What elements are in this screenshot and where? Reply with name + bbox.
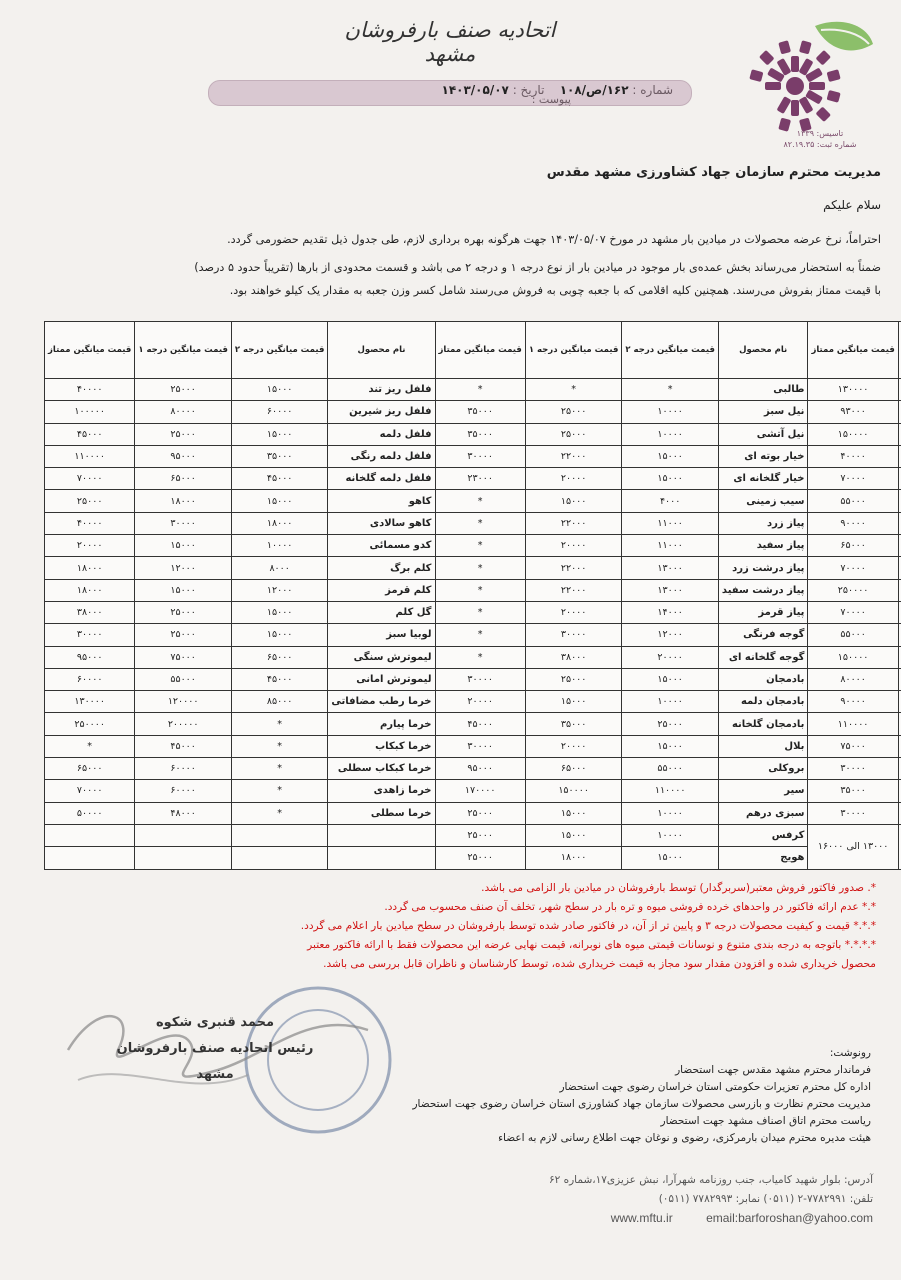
- price-cell: ۲۰۰۰۰: [525, 601, 622, 623]
- price-cell: *: [231, 758, 328, 780]
- note-4-continued: محصول خریداری شده و افزودن مقدار سود مجاز به قیمت خریداری شده، توسط کارشناسان و ناظران قابل بررسی می باشد.: [323, 958, 876, 970]
- price-cell: ۳۵۰۰۰: [435, 423, 525, 445]
- price-cell: ۸۵۰۰۰: [231, 691, 328, 713]
- table-row: [45, 758, 901, 780]
- price-cell: ۱۲۰۰۰۰: [135, 691, 232, 713]
- product-name: پیاز زرد: [718, 512, 808, 534]
- price-cell: ۱۸۰۰۰: [231, 512, 328, 534]
- table-row: [45, 824, 901, 846]
- footer-contact: [313, 1209, 873, 1228]
- price-cell: ۵۵۰۰۰: [135, 668, 232, 690]
- price-cell: ۹۵۰۰۰: [435, 758, 525, 780]
- price-cell: ۴۰۰۰۰: [45, 512, 135, 534]
- product-name: بادمجان: [718, 668, 808, 690]
- price-cell: ۲۰۰۰۰: [45, 535, 135, 557]
- price-cell: ۲۲۰۰۰: [525, 512, 622, 534]
- price-cell: ۲۵۰۰۰: [135, 423, 232, 445]
- date-value: ۱۴۰۳/۰۵/۰۷: [441, 83, 509, 97]
- price-cell: ۱۲۰۰۰: [622, 624, 719, 646]
- table-row: [45, 735, 901, 757]
- footer-phone: تلفن: ۷۷۸۲۹۹۱-۲ (۰۵۱۱) نمابر: ۷۷۸۲۹۹۳ (۰۵۱۱): [658, 1193, 873, 1205]
- greeting: سلام علیکم: [823, 198, 881, 212]
- price-table: [44, 321, 901, 870]
- note-4: *.*.*.* باتوجه به درجه بندی متنوع و نوسانات قیمتی میوه های نوبرانه، قیمت نهایی عرضه این محصولات فقط با ارائه فاکتور معتبر: [307, 939, 876, 951]
- header-premium-2: قیمت میانگین ممتاز: [435, 322, 525, 379]
- union-title: اتحادیه صنف بارفروشان مشهد: [344, 18, 556, 66]
- product-name: پیاز درشت زرد: [718, 557, 808, 579]
- price-cell: ۳۰۰۰۰: [808, 758, 898, 780]
- table-row: [45, 601, 901, 623]
- product-name: لیموترش امانی: [328, 668, 435, 690]
- price-cell: ۶۵۰۰۰: [135, 468, 232, 490]
- product-name: فلفل ریز شیرین: [328, 401, 435, 423]
- price-cell: ۱۰۰۰۰: [231, 535, 328, 557]
- price-cell: ۲۰۰۰۰: [525, 468, 622, 490]
- price-cell: ۱۸۰۰۰: [135, 490, 232, 512]
- note-3: *.*.* قیمت و کیفیت محصولات درجه ۳ و پایین تر از آن، در فاکتور صادر شده توسط بارفروشان در سطح میادین بار اعلام می گردد.: [300, 920, 876, 932]
- table-row: [45, 691, 901, 713]
- price-cell: ۱۲۰۰۰: [135, 557, 232, 579]
- table-row: [45, 780, 901, 802]
- price-cell: ۲۰۰۰۰: [525, 535, 622, 557]
- price-cell: ۱۵۰۰۰: [525, 824, 622, 846]
- signer-title: رئیس اتحادیه صنف بارفروشان مشهد: [116, 1041, 314, 1082]
- price-cell: ۶۰۰۰۰: [135, 780, 232, 802]
- price-cell: ۱۳۰۰۰ الی ۱۶۰۰۰: [808, 824, 898, 869]
- product-name: فلفل دلمه رنگی: [328, 445, 435, 467]
- price-cell: ۸۰۰۰۰: [135, 401, 232, 423]
- price-cell: ۲۵۰۰۰۰: [808, 579, 898, 601]
- price-cell: ۶۰۰۰۰: [45, 668, 135, 690]
- price-cell: ۸۰۰۰: [231, 557, 328, 579]
- price-cell: ۷۰۰۰۰: [45, 780, 135, 802]
- product-name: خرما کبکاب: [328, 735, 435, 757]
- header-grade1-2: قیمت میانگین درجه ۱: [525, 322, 622, 379]
- table-row: [45, 557, 901, 579]
- product-name: گوجه گلخانه ای: [718, 646, 808, 668]
- product-name: کلم برگ: [328, 557, 435, 579]
- price-cell: *: [435, 379, 525, 401]
- product-name: بلال: [718, 735, 808, 757]
- table-row: [45, 579, 901, 601]
- price-cell: ۱۱۰۰۰: [622, 535, 719, 557]
- price-cell: ۶۰۰۰۰: [231, 401, 328, 423]
- price-cell: ۹۵۰۰۰: [135, 445, 232, 467]
- table-row: [45, 668, 901, 690]
- price-cell: ۲۵۰۰۰: [525, 401, 622, 423]
- product-name: گل کلم: [328, 601, 435, 623]
- price-cell: ۱۷۰۰۰۰: [435, 780, 525, 802]
- price-cell: ۲۵۰۰۰: [135, 601, 232, 623]
- product-name: گوجه فرنگی: [718, 624, 808, 646]
- product-name: لوبیا سبز: [328, 624, 435, 646]
- price-cell: ۷۵۰۰۰: [808, 735, 898, 757]
- price-cell: ۱۵۰۰۰۰: [808, 423, 898, 445]
- price-cell: ۷۰۰۰۰: [45, 468, 135, 490]
- price-cell: ۱۰۰۰۰: [622, 802, 719, 824]
- price-cell: ۷۰۰۰۰: [808, 468, 898, 490]
- product-name: کلم قرمز: [328, 579, 435, 601]
- price-cell: ۲۲۰۰۰: [525, 557, 622, 579]
- product-name: خرما رطب مضافاتی: [328, 691, 435, 713]
- price-cell: ۲۲۰۰۰: [525, 445, 622, 467]
- price-cell: ۹۵۰۰۰: [45, 646, 135, 668]
- table-row: [45, 468, 901, 490]
- price-cell: ۱۵۰۰۰: [135, 535, 232, 557]
- product-name: سیب زمینی: [718, 490, 808, 512]
- attachment-label: پیوست :: [531, 93, 571, 106]
- product-name: سبزی درهم: [718, 802, 808, 824]
- price-cell: ۲۵۰۰۰: [45, 490, 135, 512]
- signer-block: [100, 1010, 330, 1088]
- price-cell: ۱۴۰۰۰: [622, 601, 719, 623]
- note-1: *. صدور فاکتور فروش معتبر(سربرگدار) توسط بارفروشان در میادین بار الزامی می باشد.: [481, 882, 876, 894]
- addressee: مدیریت محترم سازمان جهاد کشاورزی مشهد مقدس: [546, 165, 881, 180]
- price-cell: ۱۵۰۰۰: [231, 379, 328, 401]
- price-cell: ۱۳۰۰۰۰: [808, 379, 898, 401]
- product-name: نیل آتشی: [718, 423, 808, 445]
- table-row: [45, 646, 901, 668]
- price-cell: ۶۰۰۰۰: [135, 758, 232, 780]
- price-cell: ۳۸۰۰۰: [525, 646, 622, 668]
- price-cell: ۴۵۰۰۰: [135, 735, 232, 757]
- product-name: پیاز درشت سفید: [718, 579, 808, 601]
- product-name: هویج: [718, 847, 808, 869]
- price-cell: ۲۵۰۰۰: [435, 824, 525, 846]
- price-cell: *: [435, 601, 525, 623]
- price-cell: ۱۵۰۰۰: [622, 847, 719, 869]
- product-name: طالبی: [718, 379, 808, 401]
- header-premium-1: قیمت میانگین ممتاز: [808, 322, 898, 379]
- price-cell: ۱۸۰۰۰: [45, 579, 135, 601]
- date-label: تاریخ :: [512, 83, 545, 97]
- price-cell: ۱۵۰۰۰: [622, 468, 719, 490]
- price-table-body: [45, 379, 901, 870]
- price-cell: ۲۵۰۰۰: [622, 713, 719, 735]
- logo-caption: [760, 128, 880, 150]
- table-row: [45, 423, 901, 445]
- price-cell: ۳۰۰۰۰: [45, 624, 135, 646]
- table-row: [45, 379, 901, 401]
- price-cell: *: [231, 735, 328, 757]
- price-cell: ۱۵۰۰۰: [525, 490, 622, 512]
- price-cell: ۱۵۰۰۰: [231, 490, 328, 512]
- price-cell: ۴۰۰۰۰: [45, 379, 135, 401]
- product-name: خرما پیارم: [328, 713, 435, 735]
- logo-caption-founded: تاسیس: ۱۳۳۹: [796, 129, 844, 138]
- price-cell: ۱۱۰۰۰: [622, 512, 719, 534]
- price-cell: ۱۵۰۰۰: [135, 579, 232, 601]
- price-cell: ۱۵۰۰۰۰: [525, 780, 622, 802]
- product-name: خیار گلخانه ای: [718, 468, 808, 490]
- price-cell: *: [435, 557, 525, 579]
- footer: [313, 1171, 873, 1228]
- paragraph-note-line-1: ضمناً به استحضار می‌رساند بخش عمده‌ی بار موجود در میادین بار از نوع درجه ۱ و درجه ۲ می باشد و قسمت محدودی از بارها (تقریباً حدود ۵ درصد): [194, 261, 881, 274]
- product-name: سیر: [718, 780, 808, 802]
- product-name: خرما کبکاب سطلی: [328, 758, 435, 780]
- price-cell: ۳۸۰۰۰: [45, 601, 135, 623]
- number-value: ۱۶۲/ص/۱۰۸: [559, 83, 629, 97]
- empty-cell: [231, 824, 328, 846]
- price-cell: ۵۵۰۰۰: [808, 490, 898, 512]
- price-cell: ۱۵۰۰۰۰: [808, 646, 898, 668]
- product-name: لیموترش سنگی: [328, 646, 435, 668]
- price-cell: ۴۵۰۰۰: [435, 713, 525, 735]
- empty-cell: [328, 824, 435, 846]
- product-name: کرفس: [718, 824, 808, 846]
- price-cell: ۱۰۰۰۰: [622, 691, 719, 713]
- price-cell: ۴۸۰۰۰: [135, 802, 232, 824]
- table-row: [45, 624, 901, 646]
- price-cell: ۳۰۰۰۰: [435, 668, 525, 690]
- price-cell: ۲۵۰۰۰: [525, 423, 622, 445]
- product-name: کاهو: [328, 490, 435, 512]
- price-cell: ۱۱۰۰۰۰: [45, 445, 135, 467]
- price-cell: ۹۰۰۰۰: [808, 512, 898, 534]
- empty-cell: [135, 824, 232, 846]
- product-name: بادمجان گلخانه: [718, 713, 808, 735]
- empty-cell: [135, 847, 232, 869]
- price-cell: ۱۵۰۰۰: [231, 423, 328, 445]
- price-cell: ۵۰۰۰۰: [45, 802, 135, 824]
- paragraph-note-line-2: با قیمت ممتاز بفروش می‌رسند. همچنین کلیه اقلامی که با جعبه چوبی به فروش می‌رسند شامل کسر وزن جعبه به مقدار یک کیلو خواهند بود.: [229, 284, 881, 297]
- price-cell: ۲۰۰۰۰۰: [135, 713, 232, 735]
- union-logo-icon: [745, 16, 875, 146]
- price-cell: ۱۰۰۰۰: [622, 401, 719, 423]
- header-product-3: نام محصول: [328, 322, 435, 379]
- price-cell: *: [622, 379, 719, 401]
- empty-cell: [328, 847, 435, 869]
- table-row: [45, 713, 901, 735]
- cc-item: مدیریت محترم نظارت و بازرسی محصولات سازمان جهاد کشاورزی استان خراسان رضوی جهت استحضار: [412, 1098, 871, 1110]
- price-cell: *: [435, 579, 525, 601]
- cc-label: رونوشت:: [829, 1047, 871, 1059]
- notes: [36, 879, 876, 974]
- product-name: کاهو سالادی: [328, 512, 435, 534]
- table-row: [45, 802, 901, 824]
- price-cell: ۱۳۰۰۰: [622, 579, 719, 601]
- table-row: [45, 490, 901, 512]
- price-cell: *: [435, 490, 525, 512]
- table-row: [45, 445, 901, 467]
- header-grade2-3: قیمت میانگین درجه ۲: [231, 322, 328, 379]
- price-table-header: [45, 322, 901, 379]
- price-cell: ۵۵۰۰۰: [808, 624, 898, 646]
- product-name: فلفل ریز تند: [328, 379, 435, 401]
- price-cell: ۷۰۰۰۰: [808, 601, 898, 623]
- price-cell: ۲۲۰۰۰: [525, 579, 622, 601]
- product-name: خیار بوته ای: [718, 445, 808, 467]
- table-row: [45, 535, 901, 557]
- price-cell: ۴۵۰۰۰: [231, 668, 328, 690]
- cc-item: اداره کل محترم تعزیرات حکومتی استان خراسان رضوی جهت استحضار: [559, 1081, 871, 1093]
- paragraph-note: [19, 256, 881, 302]
- number-label: شماره :: [632, 83, 673, 97]
- price-cell: ۲۵۰۰۰: [135, 624, 232, 646]
- price-cell: ۴۰۰۰: [622, 490, 719, 512]
- price-cell: ۳۰۰۰۰: [435, 445, 525, 467]
- price-cell: ۲۵۰۰۰: [525, 668, 622, 690]
- empty-cell: [45, 847, 135, 869]
- price-cell: ۱۵۰۰۰: [622, 445, 719, 467]
- header-product-2: نام محصول: [718, 322, 808, 379]
- price-cell: ۲۰۰۰۰: [622, 646, 719, 668]
- price-cell: *: [231, 713, 328, 735]
- price-cell: ۱۱۰۰۰۰: [622, 780, 719, 802]
- price-cell: ۱۵۰۰۰: [525, 802, 622, 824]
- price-cell: ۶۵۰۰۰: [45, 758, 135, 780]
- price-cell: ۱۵۰۰۰: [525, 691, 622, 713]
- price-cell: ۳۰۰۰۰: [135, 512, 232, 534]
- price-cell: ۲۰۰۰۰: [525, 735, 622, 757]
- price-cell: *: [435, 512, 525, 534]
- header-grade1-3: قیمت میانگین درجه ۱: [135, 322, 232, 379]
- price-cell: *: [435, 535, 525, 557]
- price-cell: ۳۵۰۰۰: [435, 401, 525, 423]
- price-cell: *: [231, 802, 328, 824]
- price-cell: ۱۵۰۰۰: [231, 601, 328, 623]
- price-cell: ۶۵۰۰۰: [808, 535, 898, 557]
- cc-item: هیئت مدیره محترم میدان بارمرکزی، رضوی و نوغان جهت اطلاع رسانی لازم به اعضاء: [498, 1132, 871, 1144]
- price-cell: ۹۳۰۰۰: [808, 401, 898, 423]
- carbon-copy-list: [351, 1045, 871, 1147]
- paragraph-intro: احتراماً، نرخ عرضه محصولات در میادین بار مشهد در مورخ ۱۴۰۳/۰۵/۰۷ جهت هرگونه بهره برداری لازم، طی جدول ذیل تقدیم حضورمی گردد.: [227, 233, 881, 246]
- footer-address: آدرس: بلوار شهید کامیاب، جنب روزنامه شهرآرا، نبش عزیزی۱۷،شماره ۶۲: [548, 1174, 873, 1186]
- price-cell: ۱۱۰۰۰۰: [808, 713, 898, 735]
- product-name: خرما سطلی: [328, 802, 435, 824]
- attachment-line: [532, 93, 571, 106]
- price-cell: ۴۵۰۰۰: [231, 468, 328, 490]
- price-cell: ۳۰۰۰۰: [435, 735, 525, 757]
- price-cell: ۴۰۰۰۰: [808, 445, 898, 467]
- logo-caption-registration: شماره ثبت: ۸۲.۱۹.۳۵: [783, 140, 857, 149]
- price-cell: ۱۰۰۰۰: [622, 423, 719, 445]
- product-name: فلفل دلمه گلخانه: [328, 468, 435, 490]
- price-cell: ۹۰۰۰۰: [808, 691, 898, 713]
- price-cell: ۳۵۰۰۰: [525, 713, 622, 735]
- table-row: [45, 847, 901, 869]
- product-name: فلفل دلمه: [328, 423, 435, 445]
- price-cell: ۲۰۰۰۰: [435, 691, 525, 713]
- footer-website: www.mftu.ir: [610, 1211, 673, 1225]
- product-name: نیل سبز: [718, 401, 808, 423]
- price-cell: ۲۵۰۰۰: [435, 802, 525, 824]
- product-name: بادمجان دلمه: [718, 691, 808, 713]
- price-cell: ۱۲۰۰۰: [231, 579, 328, 601]
- price-cell: ۱۵۰۰۰: [622, 735, 719, 757]
- product-name: پیاز قرمز: [718, 601, 808, 623]
- product-name: کدو مسمائی: [328, 535, 435, 557]
- price-cell: ۲۵۰۰۰۰: [45, 713, 135, 735]
- header-row: [45, 322, 901, 379]
- price-cell: ۱۵۰۰۰: [231, 624, 328, 646]
- price-cell: ۲۳۰۰۰: [435, 468, 525, 490]
- price-cell: ۳۰۰۰۰: [808, 802, 898, 824]
- price-cell: ۱۸۰۰۰: [45, 557, 135, 579]
- price-cell: ۲۵۰۰۰: [435, 847, 525, 869]
- price-cell: ۱۳۰۰۰۰: [45, 691, 135, 713]
- price-cell: ۱۸۰۰۰: [525, 847, 622, 869]
- header-premium-3: قیمت میانگین ممتاز: [45, 322, 135, 379]
- cc-item: فرماندار محترم مشهد مقدس جهت استحضار: [675, 1064, 871, 1076]
- product-name: خرما زاهدی: [328, 780, 435, 802]
- cc-item: ریاست محترم اتاق اصناف مشهد جهت استحضار: [660, 1115, 871, 1127]
- price-cell: ۴۵۰۰۰: [45, 423, 135, 445]
- table-row: [45, 401, 901, 423]
- price-cell: ۷۰۰۰۰: [808, 557, 898, 579]
- header-grade2-2: قیمت میانگین درجه ۲: [622, 322, 719, 379]
- price-cell: *: [231, 780, 328, 802]
- price-cell: *: [435, 624, 525, 646]
- price-cell: *: [525, 379, 622, 401]
- price-cell: ۱۵۰۰۰: [622, 668, 719, 690]
- signer-name: محمد قنبری شکوه: [156, 1015, 274, 1030]
- footer-email: email:barforoshan@yahoo.com: [706, 1211, 873, 1225]
- price-cell: ۱۰۰۰۰۰: [45, 401, 135, 423]
- price-cell: ۳۵۰۰۰: [231, 445, 328, 467]
- price-cell: ۸۰۰۰۰: [808, 668, 898, 690]
- product-name: بروکلی: [718, 758, 808, 780]
- price-cell: ۶۵۰۰۰: [231, 646, 328, 668]
- note-2: *.* عدم ارائه فاکتور در واحدهای خرده فروشی میوه و تره بار در سطح شهر، تخلف آن صنف محسوب می گردد.: [384, 901, 876, 913]
- empty-cell: [231, 847, 328, 869]
- price-cell: ۱۳۰۰۰: [622, 557, 719, 579]
- price-cell: ۱۰۰۰۰: [622, 824, 719, 846]
- price-cell: ۶۵۰۰۰: [525, 758, 622, 780]
- empty-cell: [45, 824, 135, 846]
- price-cell: *: [45, 735, 135, 757]
- price-cell: ۲۵۰۰۰: [135, 379, 232, 401]
- table-row: [45, 512, 901, 534]
- product-name: پیاز سفید: [718, 535, 808, 557]
- price-cell: ۵۵۰۰۰: [622, 758, 719, 780]
- reference-bar: [208, 80, 692, 106]
- price-cell: ۳۰۰۰۰: [525, 624, 622, 646]
- price-cell: ۷۵۰۰۰: [135, 646, 232, 668]
- price-cell: ۳۵۰۰۰: [808, 780, 898, 802]
- price-cell: *: [435, 646, 525, 668]
